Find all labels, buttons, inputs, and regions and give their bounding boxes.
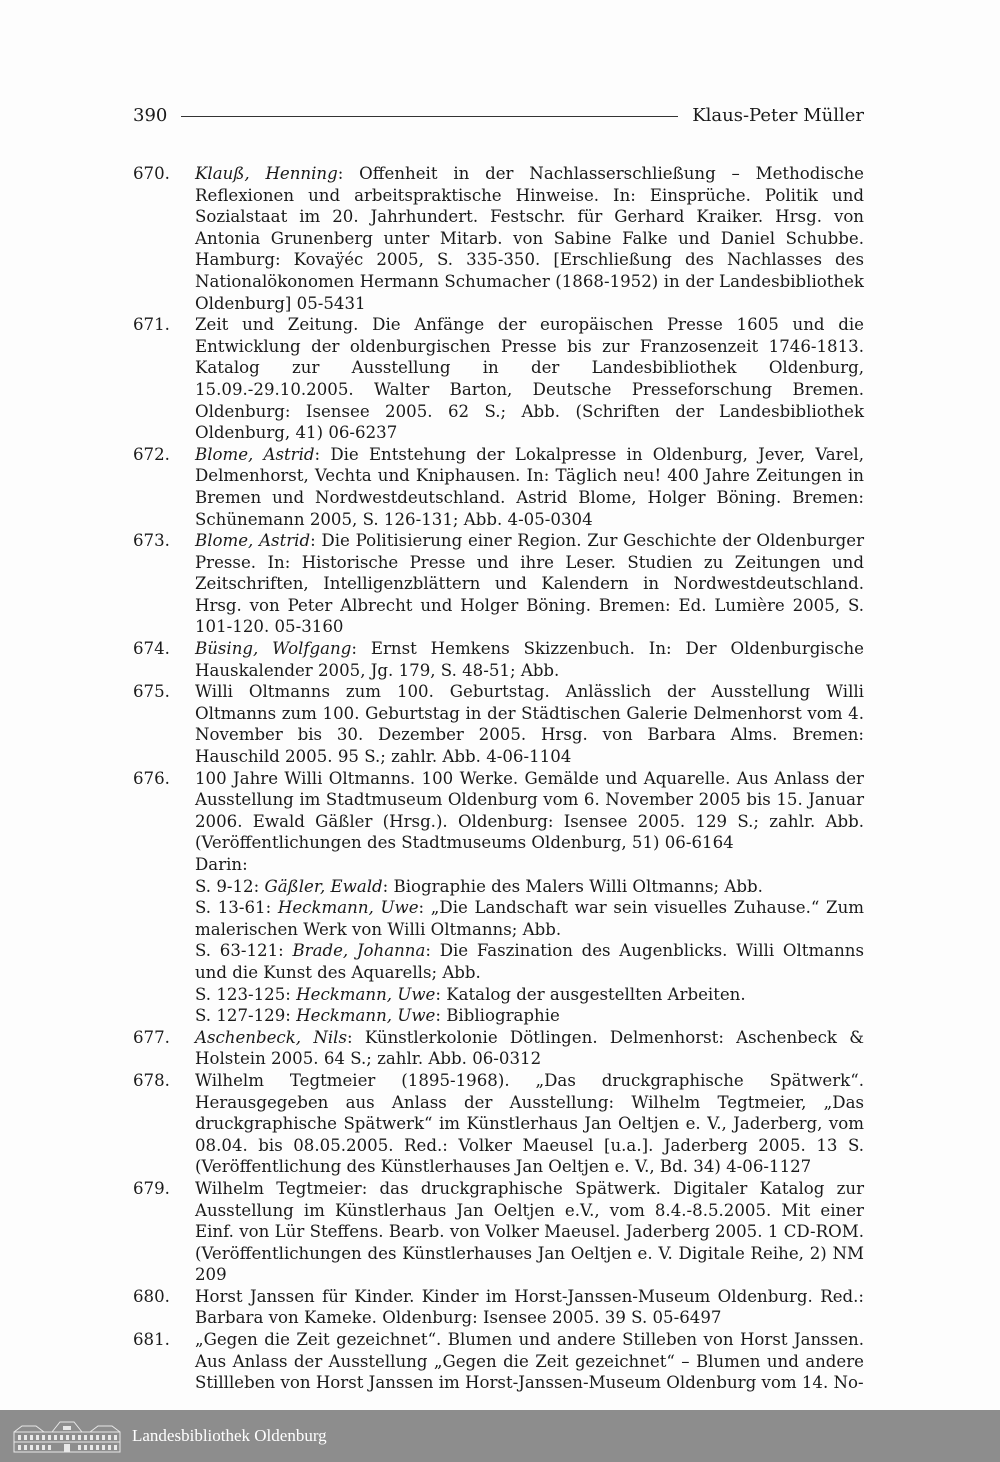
bibliography-entry: [133, 768, 864, 1027]
entry-author: Klauß, Henning: [195, 164, 338, 183]
bibliography-entry: [133, 163, 864, 314]
entry-text: [195, 530, 864, 638]
entry-body: : Offenheit in der Nachlasserschließung – Methodische Reflexionen und arbeitspraktische Hinweise. In: Einsprüche. Politik und Sozialstaat im 20. Jahrhundert. Festschr. für Gerhard Kraiker. Hrsg. von Antonia Grunenberg unter Mitarb. von Sabine Falke und Daniel Schubbe. Hamburg: Kovaÿéc 2005, S. 335-350. [Erschließung des Nachlasses des Nationalökonomen Hermann Schumacher (1868-1952) in der Landesbibliothek Oldenburg] 05-5431: [195, 164, 864, 313]
contents-pages: S. 13-61:: [195, 898, 278, 918]
entry-body: Zeit und Zeitung. Die Anfänge der europäischen Presse 1605 und die Entwicklung der oldenburgischen Presse bis zur Franzosenzeit 1746-1813. Katalog zur Ausstellung in der Landesbibliothek Oldenburg, 15.09.-29.10.2005. Walter Barton, Deutsche Presseforschung Bremen. Oldenburg: Isensee 2005. 62 S.; Abb. (Schriften der Landesbibliothek Oldenburg, 41) 06-6237: [195, 315, 864, 443]
entry-body: : Ernst Hemkens Skizzenbuch. In: Der Oldenburgische Hauskalender 2005, Jg. 179, S. 48-51; Abb.: [195, 639, 864, 680]
bibliography-entry: [133, 1070, 864, 1178]
entry-number: 673.: [133, 531, 170, 551]
entry-body: Horst Janssen für Kinder. Kinder im Horst-Janssen-Museum Oldenburg. Red.: Barbara von Kameke. Oldenburg: Isensee 2005. 39 S. 05-6497: [195, 1286, 864, 1328]
entry-number: 676.: [133, 768, 170, 788]
contents-author: Heckmann, Uwe: [296, 1006, 436, 1026]
entry-text: [195, 1027, 864, 1070]
running-header: [133, 100, 864, 130]
entry-text: [195, 1329, 864, 1394]
contents-item: [195, 897, 864, 940]
bibliography-list: [133, 163, 864, 1394]
header-rule: [181, 116, 678, 117]
contents-pages: S. 9-12:: [195, 876, 265, 896]
entry-body: : Die Politisierung einer Region. Zur Geschichte der Oldenburger Presse. In: Historische Presse und ihre Leser. Studien zu Zeitungen und Zeitschriften, Intelligenzblättern und Kalendern in Nordwestdeutschland. Hrsg. von Peter Albrecht und Holger Böning. Bremen: Ed. Lumière 2005, S. 101-120. 05-3160: [195, 531, 864, 637]
contents-author: Brade, Johanna: [292, 941, 426, 961]
entry-body: : Die Entstehung der Lokalpresse in Oldenburg, Jever, Varel, Delmenhorst, Vechta und Kniphausen. In: Täglich neu! 400 Jahre Zeitungen in Bremen und Nordwestdeutschland. Astrid Blome, Holger Böning. Bremen: Schünemann 2005, S. 126-131; Abb. 4-05-0304: [195, 444, 865, 529]
bibliography-entry: [133, 530, 864, 638]
contents-title: : Die Faszination des Augenblicks. Willi Oltmanns und die Kunst des Aquarells; Abb.: [195, 941, 864, 982]
entry-number: 675.: [133, 682, 170, 702]
contents-item: [195, 940, 864, 983]
entry-author: Blome, Astrid: [195, 531, 311, 551]
entry-author: Blome, Astrid: [195, 444, 315, 464]
contents-pages: S. 127-129:: [195, 1006, 297, 1026]
entry-number: 672.: [133, 444, 170, 464]
contents-item: [195, 876, 864, 898]
contents-title: : Bibliographie: [435, 1006, 560, 1026]
bibliography-entry: [133, 1286, 864, 1329]
entry-number: 670.: [133, 164, 170, 183]
entry-number: 677.: [133, 1027, 170, 1047]
entry-body: Wilhelm Tegtmeier (1895-1968). „Das druckgraphische Spätwerk“. Herausgegeben aus Anlass der Ausstellung: Wilhelm Tegtmeier, „Das druckgraphische Spätwerk“ im Künstlerhaus Jan Oeltjen e. V., Jaderberg, vom 08.04. bis 08.05.2005. Red.: Volker Maeusel [u.a.]. Jaderberg 2005. 13 S. (Veröffentlichung des Künstlerhauses Jan Oeltjen e. V., Bd. 34) 4-06-1127: [195, 1070, 864, 1177]
entry-body: : Künstlerkolonie Dötlingen. Delmenhorst: Aschenbeck & Holstein 2005. 64 S.; zahlr. Abb. 06-0312: [195, 1027, 865, 1069]
contents-author: Gäßler, Ewald: [264, 876, 383, 896]
contents-item: [195, 984, 864, 1006]
bibliography-entry: [133, 681, 864, 767]
entry-text: [195, 681, 864, 767]
contents-label: Darin:: [195, 855, 248, 874]
entry-number: 674.: [133, 639, 170, 659]
entry-text: [195, 1286, 864, 1329]
header-author: Klaus-Peter Müller: [692, 104, 864, 126]
contents-item: [195, 1005, 864, 1027]
contents-author: Heckmann, Uwe: [277, 898, 419, 918]
contents-title: : Biographie des Malers Willi Oltmanns; Abb.: [382, 876, 763, 896]
contents-title: : Katalog der ausgestellten Arbeiten.: [435, 984, 746, 1004]
entry-body: Wilhelm Tegtmeier: das druckgraphische Spätwerk. Digitaler Katalog zur Ausstellung im Künstlerhaus Jan Oeltjen e.V., vom 8.4.-8.5.2005. Mit einer Einf. von Lür Steffens. Bearb. von Volker Maeusel. Jaderberg 2005. 1 CD-ROM. (Veröffentlichungen des Künstlerhauses Jan Oeltjen e. V. Digitale Reihe, 2) NM 209: [195, 1178, 864, 1285]
library-name: Landesbibliothek Oldenburg: [132, 1426, 327, 1445]
entry-number: 679.: [133, 1178, 170, 1198]
entry-author: Büsing, Wolfgang: [195, 639, 352, 659]
entry-text: [195, 314, 864, 444]
entry-author: Aschenbeck, Nils: [195, 1027, 347, 1047]
library-building-icon: [12, 1418, 122, 1454]
bibliography-entry: [133, 1027, 864, 1070]
bibliography-entry: [133, 314, 864, 444]
page-number: 390: [133, 104, 168, 126]
entry-number: 681.: [133, 1330, 170, 1350]
entry-text: [195, 1178, 864, 1286]
entry-number: 678.: [133, 1070, 170, 1090]
entry-body: „Gegen die Zeit gezeichnet“. Blumen und andere Stilleben von Horst Janssen. Aus Anlass der Ausstellung „Gegen die Zeit gezeichnet“ – Blumen und andere Stillleben von Horst Janssen im Horst-Janssen-Museum Oldenburg vom 14. No-: [195, 1330, 864, 1393]
bibliography-entry: [133, 1178, 864, 1286]
bibliography-entry: [133, 1329, 864, 1394]
contents-pages: S. 63-121:: [195, 941, 293, 961]
entry-number: 671.: [133, 315, 170, 335]
entry-text: [195, 444, 864, 530]
entry-number: 680.: [133, 1286, 170, 1306]
entry-text: [195, 1070, 864, 1178]
entry-body: Willi Oltmanns zum 100. Geburtstag. Anlässlich der Ausstellung Willi Oltmanns zum 100. Geburtstag in der Städtischen Galerie Delmenhorst vom 4. November bis 30. Dezember 2005. Hrsg. von Barbara Alms. Bremen: Hauschild 2005. 95 S.; zahlr. Abb. 4-06-1104: [195, 682, 864, 767]
contents-pages: S. 123-125:: [195, 984, 297, 1004]
entry-text: [195, 638, 864, 681]
contents-title: : „Die Landschaft war sein visuelles Zuhause.“ Zum malerischen Werk von Willi Oltmanns; Abb.: [195, 898, 864, 939]
entry-text: [195, 768, 864, 854]
entry-text: [195, 163, 864, 314]
contents-author: Heckmann, Uwe: [296, 984, 436, 1004]
bibliography-entry: [133, 638, 864, 681]
library-footer-bar: [0, 1410, 1000, 1462]
entry-body: 100 Jahre Willi Oltmanns. 100 Werke. Gemälde und Aquarelle. Aus Anlass der Ausstellung im Stadtmuseum Oldenburg vom 6. November 2005 bis 15. Januar 2006. Ewald Gäßler (Hrsg.). Oldenburg: Isensee 2005. 129 S.; zahlr. Abb. (Veröffentlichungen des Stadtmuseums Oldenburg, 51) 06-6164: [195, 768, 864, 853]
bibliography-entry: [133, 444, 864, 530]
